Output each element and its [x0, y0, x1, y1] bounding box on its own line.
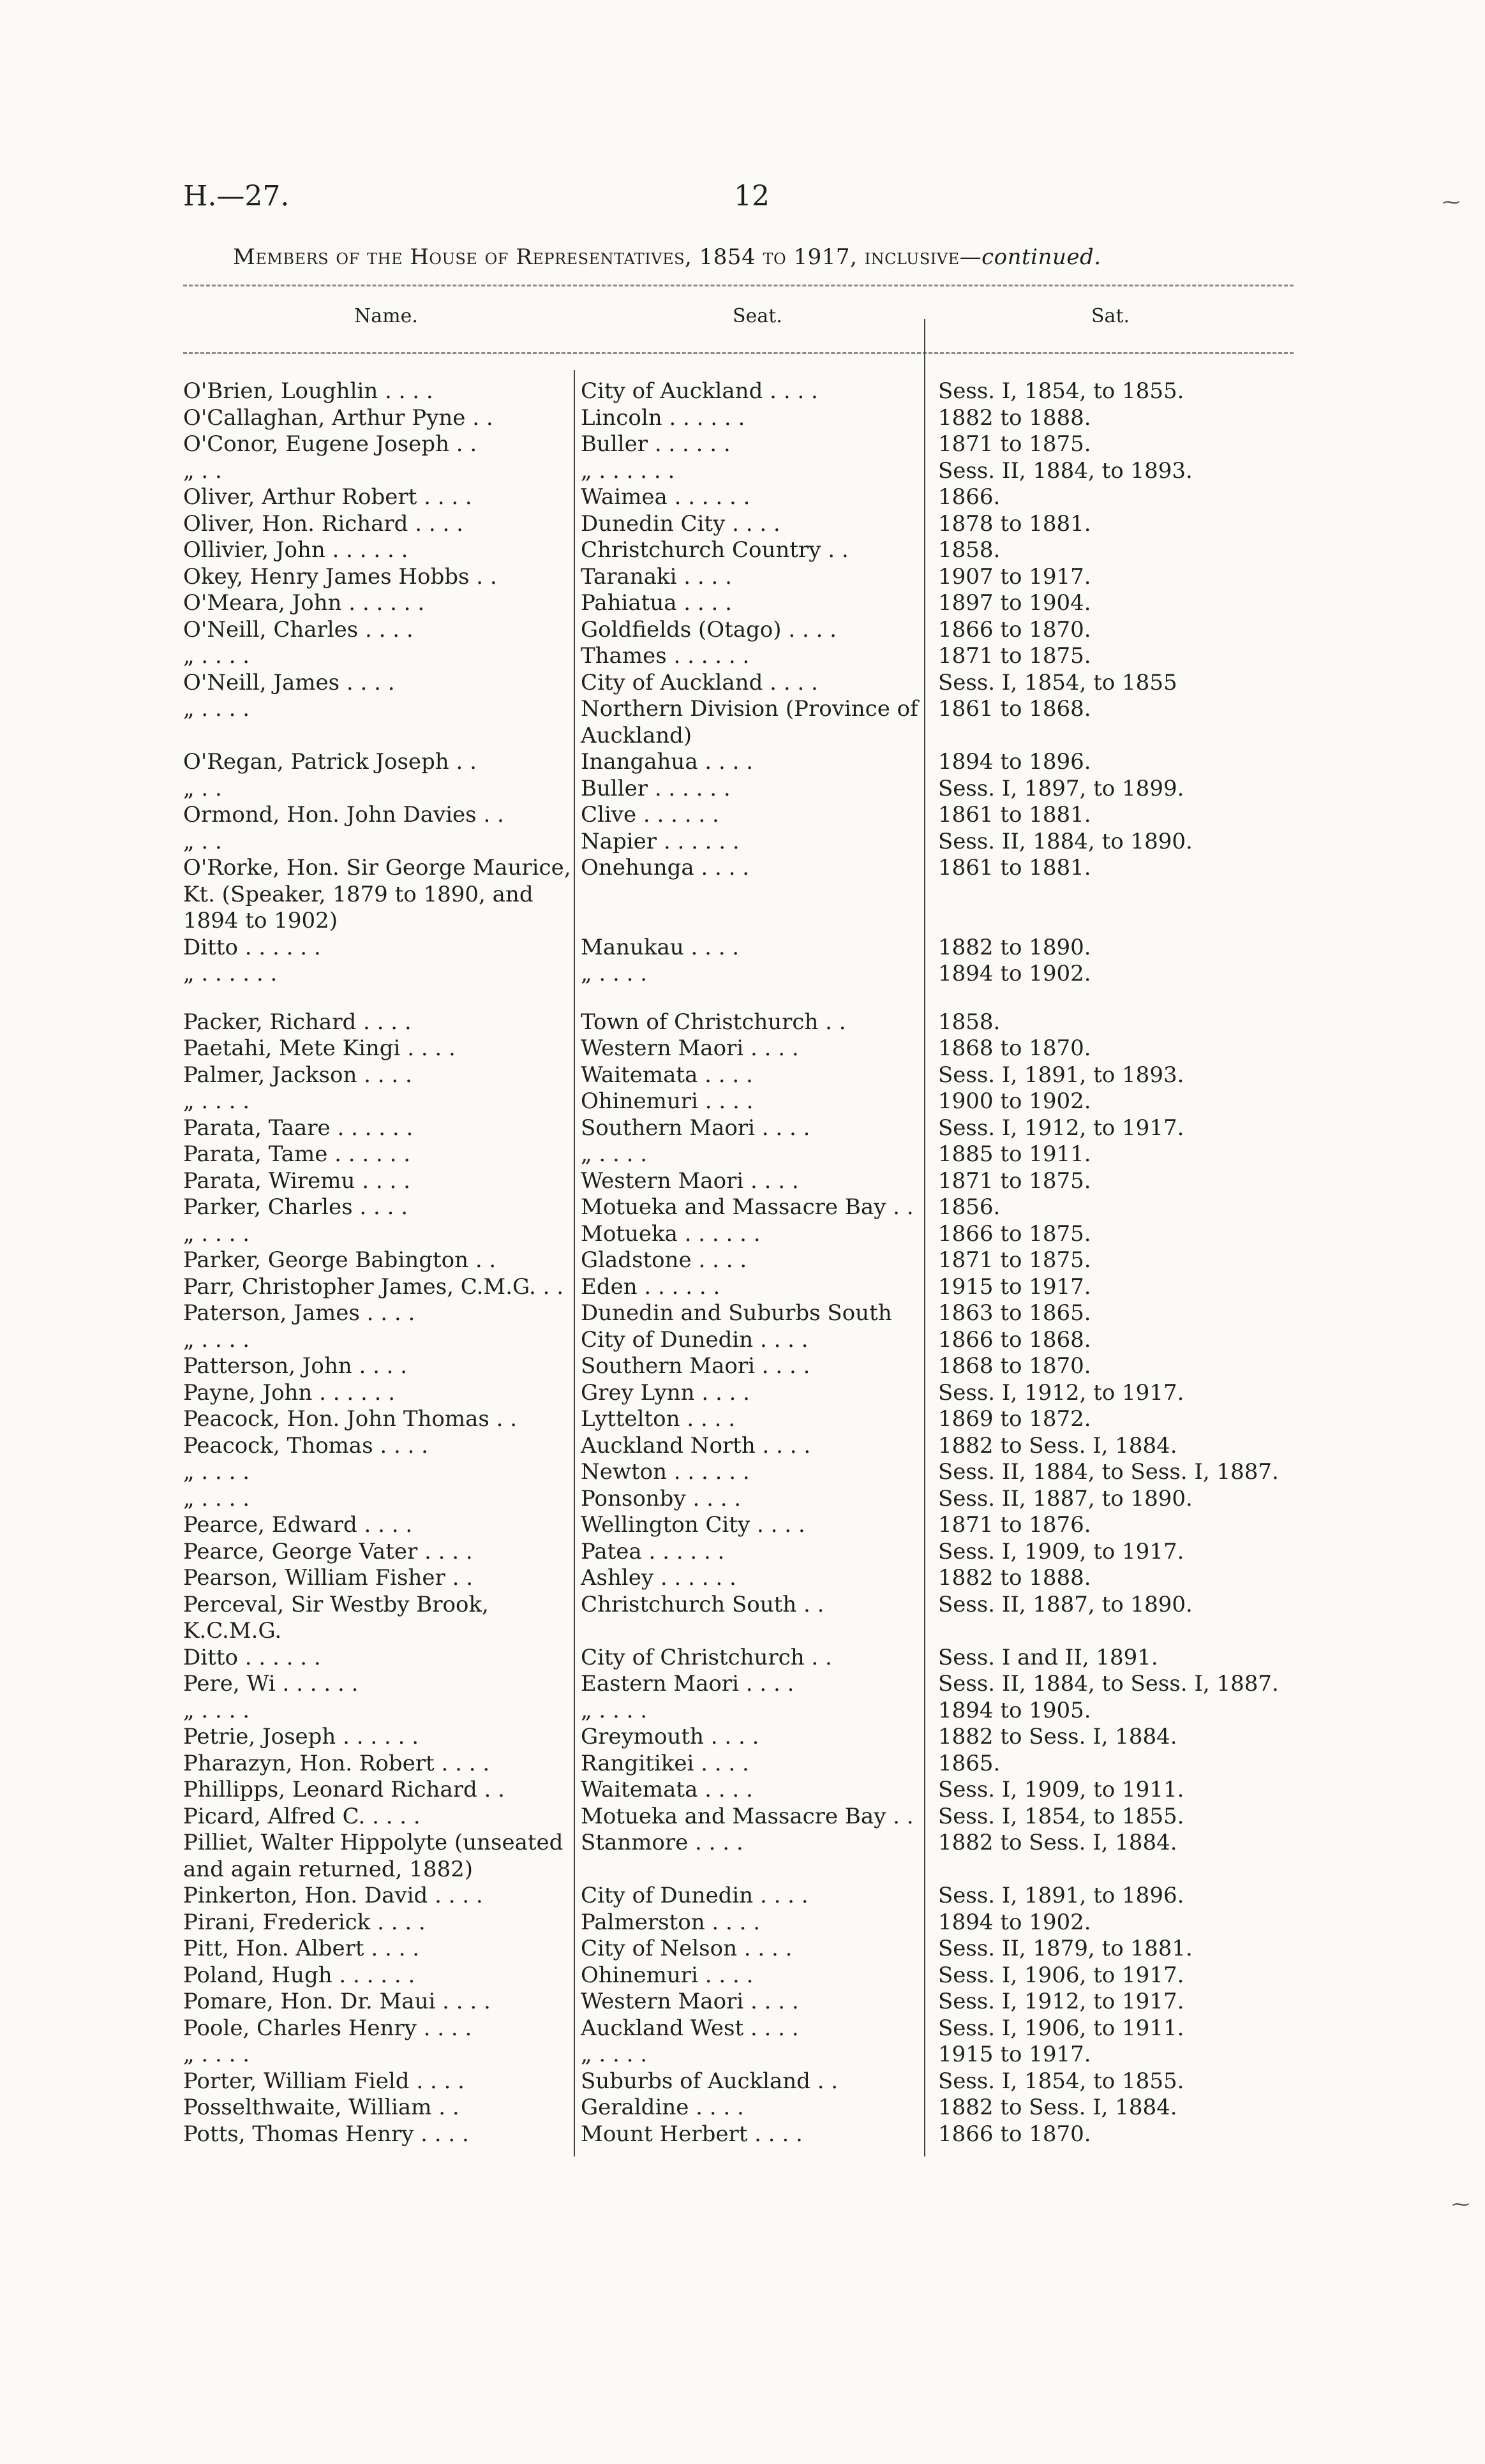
seat-cell: Patea . . . . . .	[581, 1538, 725, 1564]
member-name-cell: „ . .	[183, 828, 222, 854]
seat-cell: Geraldine . . . .	[581, 2095, 744, 2120]
seat-cell: Gladstone . . . .	[581, 1247, 747, 1273]
member-name-cell: „ . . . .	[183, 1221, 250, 1247]
member-name-cell: „ . . . .	[183, 696, 250, 722]
table-row	[181, 1380, 1295, 1407]
member-name-cell: Parr, Christopher James, C.M.G. . .	[183, 1273, 564, 1300]
member-name-cell: O'Rorke, Hon. Sir George Maurice, Kt. (Speaker, 1879 to 1890, and 1894 to 1902)	[183, 855, 571, 933]
seat-cell: Mount Herbert . . . .	[581, 2121, 803, 2147]
members-table	[181, 378, 1295, 2148]
table-row	[181, 961, 1295, 988]
page-reference: H.—27.	[183, 180, 290, 212]
sat-cell: Sess. I, 1906, to 1911.	[938, 2015, 1184, 2041]
table-row	[181, 1671, 1295, 1698]
member-name-cell: „ . . . .	[183, 1326, 250, 1353]
column-header-sat: Sat.	[1091, 305, 1130, 327]
member-name-cell: „ . . . .	[183, 1088, 250, 1114]
member-name-cell: Pearson, William Fisher . .	[183, 1565, 474, 1591]
sat-cell: 1882 to Sess. I, 1884.	[938, 1830, 1177, 1855]
table-row	[181, 1088, 1295, 1115]
seat-cell: „ . . . .	[581, 1141, 648, 1167]
table-row	[181, 1989, 1295, 2015]
table-row	[181, 1777, 1295, 1804]
table-row	[181, 1883, 1295, 1910]
seat-cell: Manukau . . . .	[581, 934, 740, 960]
table-row	[181, 776, 1295, 803]
member-name-cell: Perceval, Sir Westby Brook, K.C.M.G.	[183, 1591, 489, 1644]
seat-cell: Waitemata . . . .	[581, 1062, 753, 1088]
table-row	[181, 643, 1295, 670]
member-name-cell: O'Conor, Eugene Joseph . .	[183, 431, 477, 457]
table-row	[181, 590, 1295, 617]
top-rule	[183, 285, 1294, 286]
seat-cell: „ . . . .	[581, 2042, 648, 2067]
seat-cell: Ohinemuri . . . .	[581, 1088, 754, 1114]
seat-cell: Western Maori . . . .	[581, 1989, 799, 2014]
member-name-cell: Payne, John . . . . . .	[183, 1379, 396, 1406]
member-name-cell: Pearce, George Vater . . . .	[183, 1538, 473, 1564]
member-name-cell: Pere, Wi . . . . . .	[183, 1671, 359, 1696]
table-row	[181, 1963, 1295, 1989]
seat-cell: City of Auckland . . . .	[581, 669, 818, 695]
member-name-cell: Petrie, Joseph . . . . . .	[183, 1724, 419, 1749]
sat-cell: 1865.	[938, 1750, 1001, 1776]
seat-cell: Clive . . . . . .	[581, 802, 719, 828]
seat-cell: Western Maori . . . .	[581, 1035, 799, 1061]
table-row	[181, 1724, 1295, 1751]
member-name-cell: Pirani, Frederick . . . .	[183, 1909, 426, 1935]
table-row	[181, 1062, 1295, 1089]
seat-cell: Town of Christchurch . .	[581, 1009, 846, 1035]
table-row	[181, 1247, 1295, 1274]
member-name-cell	[181, 988, 576, 1009]
member-name-cell: Ditto . . . . . .	[183, 1644, 321, 1670]
table-row	[181, 1194, 1295, 1221]
seat-cell: Ohinemuri . . . .	[581, 1962, 754, 1988]
sat-cell: Sess. I, 1854, to 1855.	[938, 1803, 1184, 1829]
member-name-cell: Pitt, Hon. Albert . . . .	[183, 1936, 420, 1961]
table-row	[181, 1486, 1295, 1513]
sat-cell: 1894 to 1902.	[938, 961, 1091, 986]
table-row	[181, 1035, 1295, 1062]
sat-cell: 1858.	[938, 537, 1001, 563]
sat-cell: 1897 to 1904.	[938, 590, 1091, 616]
sat-cell: Sess. II, 1887, to 1890.	[938, 1591, 1193, 1617]
sat-cell: 1907 to 1917.	[938, 563, 1091, 590]
seat-cell: Rangitikei . . . .	[581, 1750, 749, 1776]
sat-cell: 1866 to 1875.	[938, 1221, 1091, 1247]
sat-cell: Sess. II, 1884, to 1893.	[938, 457, 1193, 484]
table-row	[181, 2095, 1295, 2121]
member-name-cell: O'Regan, Patrick Joseph . .	[183, 749, 477, 775]
seat-cell: City of Auckland . . . .	[581, 378, 818, 404]
member-name-cell: „ . . . . . .	[183, 961, 278, 986]
seat-cell: Grey Lynn . . . .	[581, 1379, 750, 1406]
table-row	[181, 511, 1295, 538]
table-caption	[233, 244, 1318, 270]
sat-cell: Sess. I, 1891, to 1893.	[938, 1062, 1184, 1088]
column-header-name: Name.	[354, 305, 418, 327]
member-name-cell: Parata, Taare . . . . . .	[183, 1115, 414, 1141]
seat-cell: Napier . . . . . .	[581, 828, 740, 854]
member-name-cell: Potts, Thomas Henry . . . .	[183, 2121, 469, 2147]
sat-cell: Sess. I, 1854, to 1855.	[938, 2068, 1184, 2094]
sat-cell: 1861 to 1881.	[938, 855, 1091, 880]
sat-cell: 1882 to 1888.	[938, 404, 1091, 431]
member-name-cell: Pilliet, Walter Hippolyte (unseated and again returned, 1882)	[183, 1830, 563, 1882]
member-name-cell: Pearce, Edward . . . .	[183, 1512, 413, 1538]
caption-continued: —continued.	[959, 244, 1101, 270]
sat-cell: 1894 to 1905.	[938, 1697, 1091, 1723]
seat-cell: Ponsonby . . . .	[581, 1485, 742, 1511]
sat-cell: Sess. I, 1912, to 1917.	[938, 1989, 1184, 2014]
member-name-cell: Oliver, Arthur Robert . . . .	[183, 484, 472, 510]
sat-cell: 1866 to 1870.	[938, 2121, 1091, 2147]
sat-cell: Sess. I, 1912, to 1917.	[938, 1115, 1184, 1141]
seat-cell: City of Dunedin . . . .	[581, 1883, 809, 1908]
sat-cell: 1915 to 1917.	[938, 1273, 1091, 1300]
table-row	[181, 405, 1295, 432]
sat-cell: 1868 to 1870.	[938, 1035, 1091, 1061]
sat-cell: Sess. I, 1897, to 1899.	[938, 775, 1184, 801]
seat-cell: Christchurch Country . .	[581, 537, 849, 563]
member-name-cell: Pinkerton, Hon. David . . . .	[183, 1883, 483, 1908]
member-name-cell: Patterson, John . . . .	[183, 1353, 408, 1379]
seat-cell: Greymouth . . . .	[581, 1724, 759, 1749]
table-row	[181, 1539, 1295, 1566]
sat-cell: 1894 to 1896.	[938, 749, 1091, 775]
sat-cell: 1894 to 1902.	[938, 1909, 1091, 1935]
page-number: 12	[734, 180, 770, 212]
table-row	[181, 1592, 1295, 1645]
sat-cell: 1863 to 1865.	[938, 1300, 1091, 1326]
seat-cell: Eden . . . . . .	[581, 1273, 720, 1300]
sat-cell: Sess. I, 1854, to 1855.	[938, 378, 1184, 404]
member-name-cell: Ollivier, John . . . . . .	[183, 537, 408, 563]
seat-cell: Southern Maori . . . .	[581, 1353, 810, 1379]
sat-cell: Sess. I, 1854, to 1855	[938, 669, 1177, 695]
table-row	[181, 1300, 1295, 1327]
member-name-cell: Posselthwaite, William . .	[183, 2095, 459, 2120]
member-name-cell: O'Neill, Charles . . . .	[183, 616, 414, 642]
seat-cell: Stanmore . . . .	[581, 1830, 743, 1855]
seat-cell: City of Nelson . . . .	[581, 1936, 793, 1961]
table-row	[181, 458, 1295, 485]
seat-cell: „ . . . .	[581, 961, 648, 986]
sat-cell: 1871 to 1875.	[938, 1168, 1091, 1194]
seat-cell: Palmerston . . . .	[581, 1909, 761, 1935]
seat-cell: Suburbs of Auckland . .	[581, 2068, 839, 2094]
table-row	[181, 670, 1295, 697]
table-row	[181, 484, 1295, 511]
table-row	[181, 935, 1295, 961]
member-name-cell: Palmer, Jackson . . . .	[183, 1062, 412, 1088]
sat-cell: Sess. I and II, 1891.	[938, 1644, 1158, 1670]
sat-cell: Sess. II, 1887, to 1890.	[938, 1485, 1193, 1511]
seat-cell: Pahiatua . . . .	[581, 590, 732, 616]
sat-cell: 1861 to 1868.	[938, 696, 1091, 722]
sat-cell: Sess. II, 1884, to Sess. I, 1887.	[938, 1459, 1279, 1485]
member-name-cell: Phillipps, Leonard Richard . .	[183, 1777, 505, 1802]
seat-cell: Buller . . . . . .	[581, 775, 731, 801]
seat-cell: Northern Division (Province of Auckland)	[581, 696, 918, 748]
table-row	[181, 829, 1295, 856]
member-name-cell: Okey, Henry James Hobbs . .	[183, 563, 497, 590]
table-row	[181, 2068, 1295, 2095]
sat-cell: 1856.	[938, 1194, 1001, 1220]
column-header-seat: Seat.	[733, 305, 782, 327]
seat-cell: Motueka and Massacre Bay . .	[581, 1194, 914, 1220]
member-name-cell: Paterson, James . . . .	[183, 1300, 415, 1326]
member-name-cell: „ . .	[183, 775, 222, 801]
member-name-cell: „ . . . .	[183, 643, 250, 669]
seat-cell: City of Dunedin . . . .	[581, 1326, 809, 1353]
member-name-cell: Ditto . . . . . .	[183, 934, 321, 960]
sat-cell: 1882 to Sess. I, 1884.	[938, 1432, 1177, 1458]
seat-cell: City of Christchurch . .	[581, 1644, 832, 1670]
member-name-cell: „ . . . .	[183, 1485, 250, 1511]
seat-cell: Auckland North . . . .	[581, 1432, 811, 1458]
table-row	[181, 988, 1295, 1009]
sat-cell: 1882 to Sess. I, 1884.	[938, 1724, 1177, 1749]
sat-cell: 1878 to 1881.	[938, 510, 1091, 537]
table-row	[181, 1141, 1295, 1168]
sat-cell: 1866 to 1870.	[938, 616, 1091, 642]
member-name-cell: Parata, Tame . . . . . .	[183, 1141, 411, 1167]
sat-cell: Sess. I, 1891, to 1896.	[938, 1883, 1184, 1908]
table-row	[181, 1910, 1295, 1936]
member-name-cell: Poole, Charles Henry . . . .	[183, 2015, 472, 2041]
sat-cell: 1861 to 1881.	[938, 802, 1091, 828]
member-name-cell: Parata, Wiremu . . . .	[183, 1168, 410, 1194]
table-row	[181, 1406, 1295, 1433]
seat-cell: Taranaki . . . .	[581, 563, 732, 590]
seat-cell: Western Maori . . . .	[581, 1168, 799, 1194]
table-row	[181, 431, 1295, 458]
sat-cell: 1871 to 1875.	[938, 1247, 1091, 1273]
seat-cell	[576, 988, 925, 1009]
table-row	[181, 2015, 1295, 2042]
sat-cell: 1871 to 1875.	[938, 643, 1091, 669]
member-name-cell: „ . . . .	[183, 1459, 250, 1485]
margin-mark: ⁓	[1442, 191, 1460, 212]
sat-cell: Sess. II, 1884, to 1890.	[938, 828, 1193, 854]
sat-cell: Sess. I, 1909, to 1911.	[938, 1777, 1184, 1802]
seat-cell: Inangahua . . . .	[581, 749, 754, 775]
sat-cell: 1868 to 1870.	[938, 1353, 1091, 1379]
seat-cell: Dunedin City . . . .	[581, 510, 780, 537]
table-row	[181, 1433, 1295, 1460]
seat-cell: Goldfields (Otago) . . . .	[581, 616, 837, 642]
seat-cell: Christchurch South . .	[581, 1591, 825, 1617]
seat-cell: Newton . . . . . .	[581, 1459, 750, 1485]
table-row	[181, 696, 1295, 749]
member-name-cell: Pomare, Hon. Dr. Maui . . . .	[183, 1989, 491, 2014]
table-row	[181, 2121, 1295, 2148]
seat-cell: Lyttelton . . . .	[581, 1406, 736, 1432]
table-row	[181, 1353, 1295, 1380]
header-rule	[183, 352, 1294, 354]
member-name-cell: Parker, Charles . . . .	[183, 1194, 408, 1220]
member-name-cell: „ . . . .	[183, 2042, 250, 2067]
seat-cell: Motueka . . . . . .	[581, 1221, 761, 1247]
seat-cell: Dunedin and Suburbs South	[581, 1300, 892, 1326]
seat-cell: „ . . . . . .	[581, 457, 675, 484]
member-name-cell: Peacock, Thomas . . . .	[183, 1432, 428, 1458]
table-row	[181, 1221, 1295, 1248]
sat-cell: 1882 to 1888.	[938, 1565, 1091, 1591]
sat-cell: 1866.	[938, 484, 1001, 510]
seat-cell: Wellington City . . . .	[581, 1512, 805, 1538]
table-row	[181, 537, 1295, 564]
member-name-cell: „ . . . .	[183, 1697, 250, 1723]
caption-text: Members of the House of Representatives, 1854 to 1917, inclusive	[233, 244, 960, 270]
sat-cell: Sess. I, 1909, to 1917.	[938, 1538, 1184, 1564]
sat-cell: 1900 to 1902.	[938, 1088, 1091, 1114]
table-row	[181, 1459, 1295, 1486]
sat-cell: 1871 to 1875.	[938, 431, 1091, 457]
sat-cell: 1871 to 1876.	[938, 1512, 1091, 1538]
table-row	[181, 1274, 1295, 1301]
seat-cell: Motueka and Massacre Bay . .	[581, 1803, 914, 1829]
seat-cell: Ashley . . . . . .	[581, 1565, 736, 1591]
table-row	[181, 1009, 1295, 1036]
member-name-cell: Packer, Richard . . . .	[183, 1009, 412, 1035]
table-row	[181, 802, 1295, 829]
member-name-cell: Poland, Hugh . . . . . .	[183, 1962, 415, 1988]
sat-cell: 1882 to Sess. I, 1884.	[938, 2095, 1177, 2120]
table-row	[181, 1751, 1295, 1777]
member-name-cell: Porter, William Field . . . .	[183, 2068, 465, 2094]
member-name-cell: Ormond, Hon. John Davies . .	[183, 802, 504, 828]
seat-cell: Thames . . . . . .	[581, 643, 750, 669]
sat-cell: 1866 to 1868.	[938, 1326, 1091, 1353]
seat-cell: Eastern Maori . . . .	[581, 1671, 795, 1696]
member-name-cell: Parker, George Babington . .	[183, 1247, 496, 1273]
member-name-cell: O'Callaghan, Arthur Pyne . .	[183, 404, 493, 431]
sat-cell: 1858.	[938, 1009, 1001, 1035]
table-row	[181, 1804, 1295, 1830]
member-name-cell: O'Brien, Loughlin . . . .	[183, 378, 433, 404]
table-row	[181, 1645, 1295, 1672]
seat-cell: Auckland West . . . .	[581, 2015, 799, 2041]
margin-mark: ⁓	[1452, 2193, 1470, 2215]
table-row	[181, 1936, 1295, 1963]
sat-cell: Sess. II, 1879, to 1881.	[938, 1936, 1193, 1961]
member-name-cell: Paetahi, Mete Kingi . . . .	[183, 1035, 456, 1061]
member-name-cell: O'Neill, James . . . .	[183, 669, 395, 695]
sat-cell: Sess. II, 1884, to Sess. I, 1887.	[938, 1671, 1279, 1696]
sat-cell: 1885 to 1911.	[938, 1141, 1091, 1167]
table-row	[181, 2042, 1295, 2068]
sat-cell: 1869 to 1872.	[938, 1406, 1091, 1432]
seat-cell: Waitemata . . . .	[581, 1777, 753, 1802]
seat-cell: Southern Maori . . . .	[581, 1115, 810, 1141]
table-row	[181, 617, 1295, 644]
table-row	[181, 1115, 1295, 1142]
seat-cell: Lincoln . . . . . .	[581, 404, 745, 431]
table-row	[181, 1565, 1295, 1592]
table-row	[181, 1512, 1295, 1539]
table-row	[181, 1168, 1295, 1195]
member-name-cell: Oliver, Hon. Richard . . . .	[183, 510, 463, 537]
table-row	[181, 855, 1295, 935]
sat-cell: Sess. I, 1912, to 1917.	[938, 1379, 1184, 1406]
table-row	[181, 1830, 1295, 1883]
sat-cell: Sess. I, 1906, to 1917.	[938, 1962, 1184, 1988]
seat-cell: Onehunga . . . .	[581, 855, 750, 880]
table-row	[181, 378, 1295, 405]
member-name-cell: „ . .	[183, 457, 222, 484]
table-row	[181, 1327, 1295, 1354]
member-name-cell: Picard, Alfred C. . . . .	[183, 1803, 421, 1829]
member-name-cell: Peacock, Hon. John Thomas . .	[183, 1406, 518, 1432]
seat-cell: Buller . . . . . .	[581, 431, 731, 457]
table-row	[181, 749, 1295, 776]
sat-cell: 1882 to 1890.	[938, 934, 1091, 960]
seat-cell: „ . . . .	[581, 1697, 648, 1723]
table-row	[181, 1698, 1295, 1725]
sat-cell: 1915 to 1917.	[938, 2042, 1091, 2067]
sat-cell	[925, 988, 1295, 1009]
table-row	[181, 564, 1295, 591]
member-name-cell: O'Meara, John . . . . . .	[183, 590, 425, 616]
member-name-cell: Pharazyn, Hon. Robert . . . .	[183, 1750, 490, 1776]
seat-cell: Waimea . . . . . .	[581, 484, 750, 510]
